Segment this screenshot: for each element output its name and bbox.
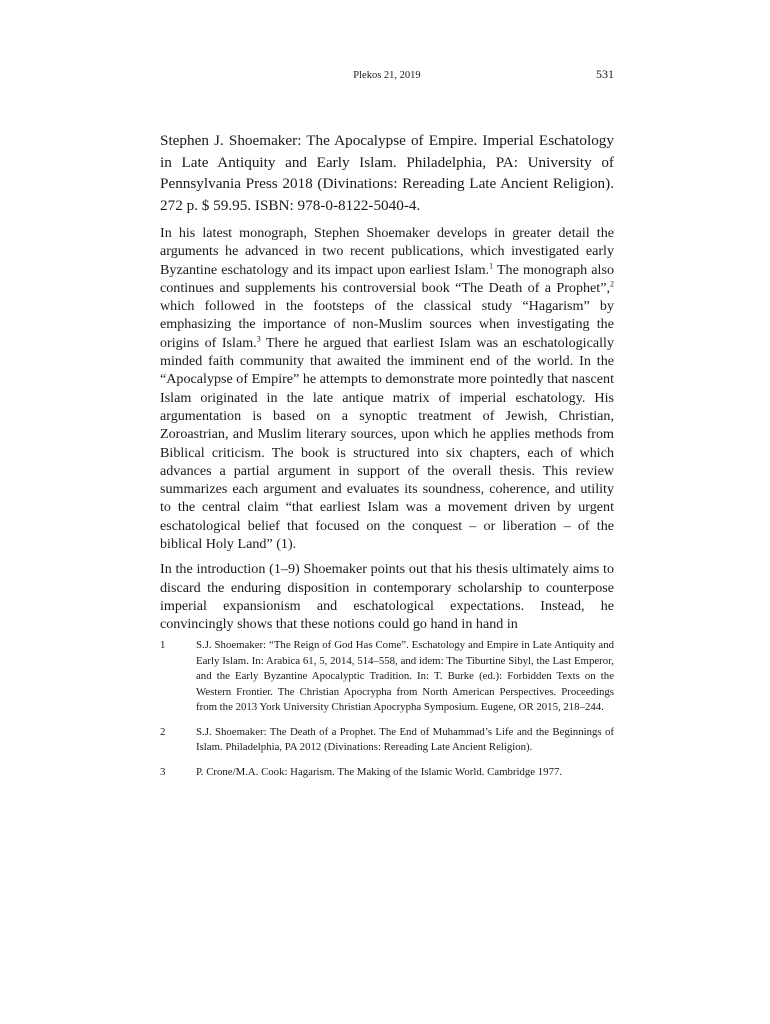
body-text — [160, 224, 614, 641]
page-header — [160, 67, 614, 83]
running-head: Plekos 21, 2019 — [353, 70, 421, 81]
footnote-ref-2[interactable]: 2 — [610, 279, 614, 289]
footnote-text: P. Crone/M.A. Cook: Hagarism. The Making of the Islamic World. Cambridge 1977. — [196, 765, 563, 778]
footnote-1 — [160, 638, 614, 716]
paragraph-1 — [160, 224, 614, 553]
footnote-number: 2 — [160, 725, 166, 738]
footnote-3 — [160, 765, 614, 781]
paragraph-1-text-c: which followed in the footsteps of the classical study “Hagarism” by emphasizing the importance of non-Muslim sources when investigating the origins of Islam. — [160, 298, 614, 351]
footnote-number: 3 — [160, 765, 166, 778]
footnote-ref-1[interactable]: 1 — [489, 260, 494, 270]
paragraph-1-text-a: In his latest monograph, Stephen Shoemaker develops in greater detail the arguments he advanced in two recent publications, which investigated early Byzantine eschatology and its impact upon earliest Islam. — [160, 225, 614, 278]
footnote-number: 1 — [160, 639, 166, 651]
paragraph-2: In the introduction (1–9) Shoemaker points out that his thesis ultimately aims to discard the enduring disposition in contemporary scholarship to counterpose imperial expansionism and eschatological expectations. Instead, he convincingly shows that these notions could go hand in hand in — [160, 561, 614, 633]
footnote-text: S.J. Shoemaker: The Death of a Prophet. The End of Muhammad’s Life and the Beginnings of Islam. Philadelphia, PA 2012 (Divinations: Rereading Late Ancient Religion). — [196, 725, 614, 753]
footnote-ref-3[interactable]: 3 — [256, 334, 261, 344]
review-heading: Stephen J. Shoemaker: The Apocalypse of Empire. Imperial Eschatology in Late Antiquity and Early Islam. Philadelphia, PA: University of Pennsylvania Press 2018 (Divinations: Rereading Late Ancient Religion). 272 p. $ 59.95. ISBN: 978-0-8122-5040-4. — [160, 132, 614, 214]
paragraph-1-text-b: The monograph also continues and supplements his controversial book “The Death of a Prophet”, — [160, 261, 614, 296]
footnote-2 — [160, 725, 614, 756]
page-number: 531 — [596, 67, 614, 81]
footnote-text: S.J. Shoemaker: “The Reign of God Has Come”. Eschatology and Empire in Late Antiquity and Early Islam. In: Arabica 61, 5, 2014, 514–558, and idem: The Tiburtine Sibyl, the Last Emperor, and the Early Byzantine Apocalyptic Tradition. In: T. Burke (ed.): Forbidden Texts on the Western Frontier. The Christian Apocrypha from North American Perspectives. Proceedings from the 2013 York University Christian Apocrypha Symposium. Eugene, OR 2015, 218–244. — [196, 639, 614, 713]
paragraph-1-text-d: There he argued that earliest Islam was an eschatologically minded faith community that awaited the imminent end of the world. In the “Apocalypse of Empire” he attempts to demonstrate more pointedly that nascent Islam originated in the late antique matrix of imperial eschatology. His argumentation is based on a synoptic treatment of Jewish, Christian, Zoroastrian, and Muslim literary sources, upon which he applies methods from Biblical criticism. The book is structured into six chapters, each of which advances a partial argument in support of the overall thesis. This review summarizes each argument and evaluates its soundness, coherence, and utility to the central claim “that earliest Islam was a movement driven by urgent eschatological belief that focused on the conquest – or liberation – of the biblical Holy Land” (1). — [160, 334, 614, 553]
footnotes — [160, 638, 614, 789]
